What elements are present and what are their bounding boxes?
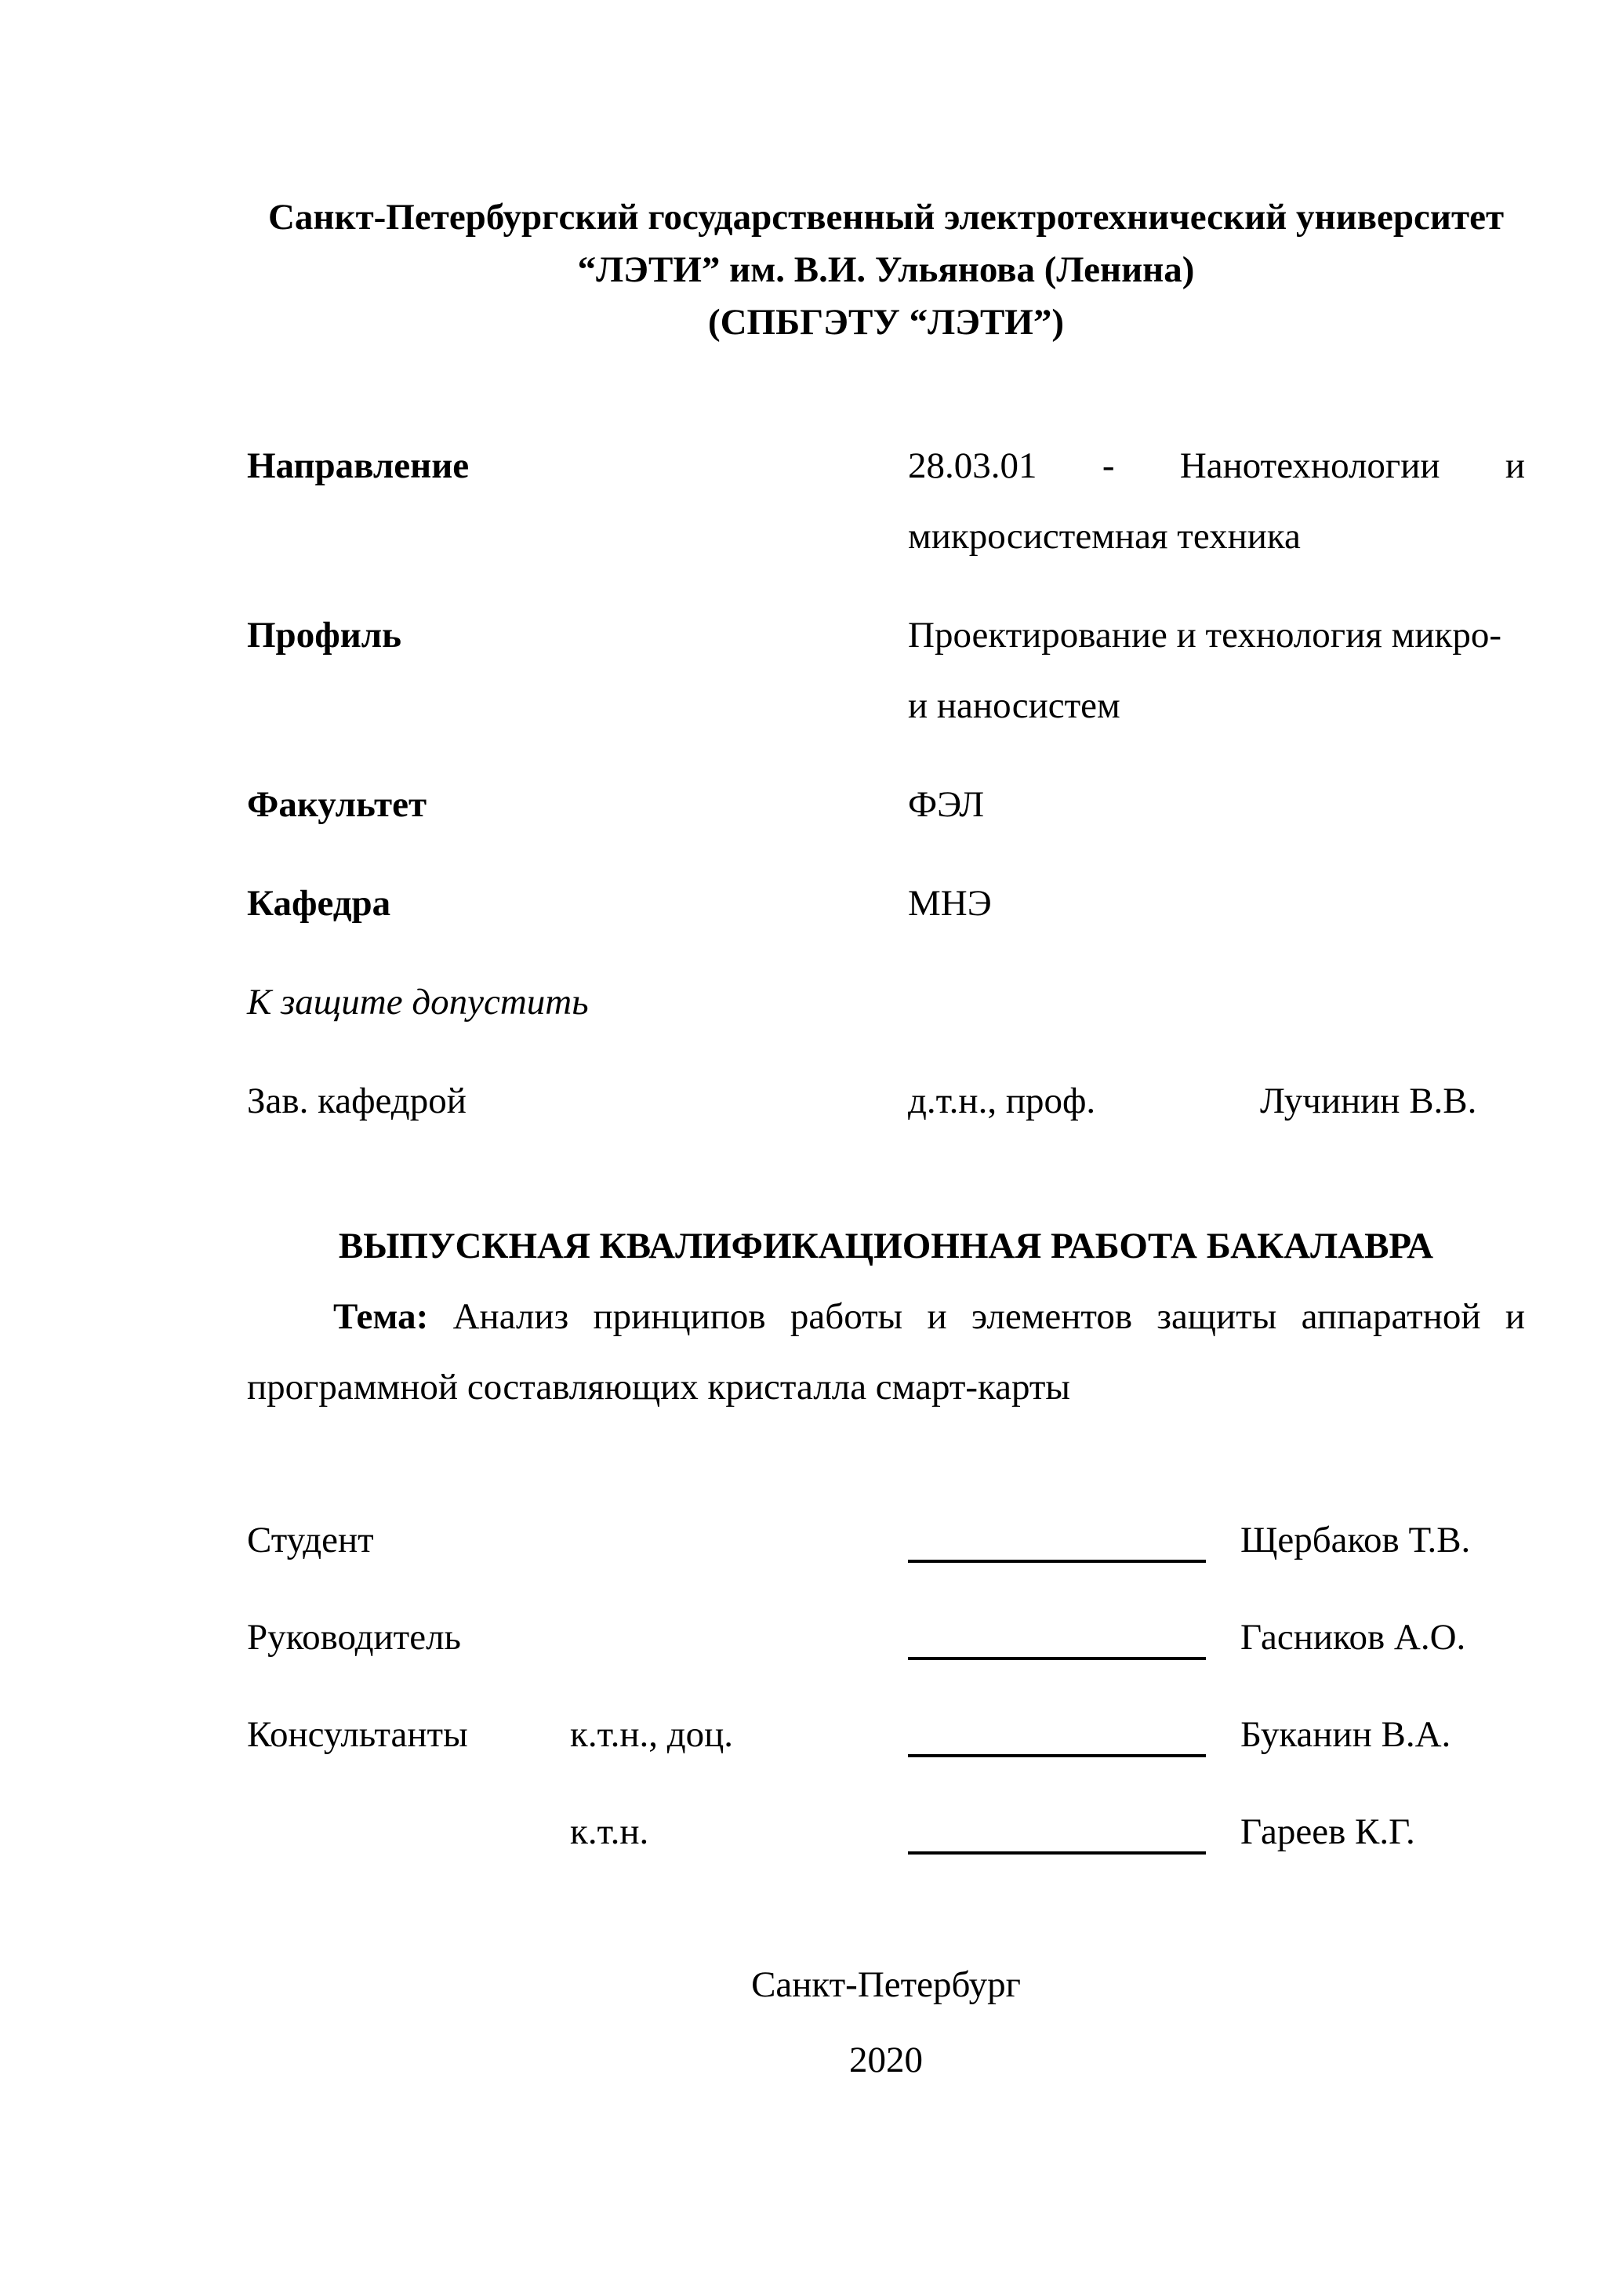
faculty-value: ФЭЛ xyxy=(908,784,985,825)
signature-row-consultant-2 xyxy=(247,1796,1525,1867)
admission-note: К защите допустить xyxy=(247,982,589,1023)
field-row-faculty xyxy=(247,769,1525,840)
direction-label: Направление xyxy=(247,445,470,486)
signature-degree: к.т.н. xyxy=(570,1811,649,1852)
footer xyxy=(247,1949,1525,2095)
university-name-line-1: Санкт-Петербургский государственный электротехнический университет xyxy=(267,197,1505,238)
theme-text-line-2: программной составляющих кристалла смарт-карты xyxy=(247,1367,1070,1408)
faculty-label: Факультет xyxy=(247,784,427,825)
signature-name: Гареев К.Г. xyxy=(1240,1811,1415,1852)
signature-line xyxy=(908,1505,1206,1563)
program-fields xyxy=(247,430,1525,1136)
department-head-name: Лучинин В.В. xyxy=(1260,1081,1477,1121)
signature-role: Консультанты xyxy=(247,1714,468,1755)
signature-line xyxy=(908,1699,1206,1757)
signature-name: Щербаков Т.В. xyxy=(1240,1520,1471,1560)
theme-label: Тема: xyxy=(333,1296,429,1337)
department-head-label: Зав. кафедрой xyxy=(247,1081,467,1121)
direction-value-line-2: микросистемная техника xyxy=(908,516,1301,557)
signature-line xyxy=(908,1796,1206,1855)
field-row-profile xyxy=(247,600,1525,741)
profile-value xyxy=(908,600,1525,741)
profile-label: Профиль xyxy=(247,615,402,656)
signature-role: Руководитель xyxy=(247,1617,461,1658)
signature-block xyxy=(247,1505,1525,1867)
department-value: МНЭ xyxy=(908,883,992,924)
department-head-row xyxy=(247,1066,1525,1136)
signature-row-supervisor xyxy=(247,1602,1525,1673)
signature-name: Гасников А.О. xyxy=(1240,1617,1466,1658)
signature-degree: к.т.н., доц. xyxy=(570,1714,734,1755)
profile-value-line-1: Проектирование и технология микро- xyxy=(908,615,1501,656)
signature-line xyxy=(908,1602,1206,1660)
signature-role: Студент xyxy=(247,1520,374,1560)
thesis-title: ВЫПУСКНАЯ КВАЛИФИКАЦИОННАЯ РАБОТА БАКАЛАВРА xyxy=(338,1226,1434,1266)
footer-year: 2020 xyxy=(849,2040,923,2080)
direction-value xyxy=(908,430,1525,572)
university-name-line-3: (СПБГЭТУ “ЛЭТИ”) xyxy=(707,302,1065,343)
signature-name: Буканин В.А. xyxy=(1240,1714,1451,1755)
field-row-direction xyxy=(247,430,1525,572)
thesis-theme xyxy=(247,1281,1525,1422)
theme-line-1 xyxy=(247,1281,1525,1352)
theme-text-line-1: Анализ принципов работы и элементов защиты аппаратной и xyxy=(452,1296,1525,1337)
signature-row-student xyxy=(247,1505,1525,1575)
department-label: Кафедра xyxy=(247,883,391,924)
signature-row-consultant-1 xyxy=(247,1699,1525,1770)
field-row-department xyxy=(247,868,1525,939)
department-head-degree: д.т.н., проф. xyxy=(908,1081,1096,1121)
direction-value-line-1: 28.03.01 - Нанотехнологии и xyxy=(908,445,1525,486)
university-header xyxy=(247,191,1525,349)
profile-value-line-2: и наносистем xyxy=(908,685,1120,726)
university-name-line-2: “ЛЭТИ” им. В.И. Ульянова (Ленина) xyxy=(577,249,1195,290)
footer-city: Санкт-Петербург xyxy=(751,1964,1021,2005)
